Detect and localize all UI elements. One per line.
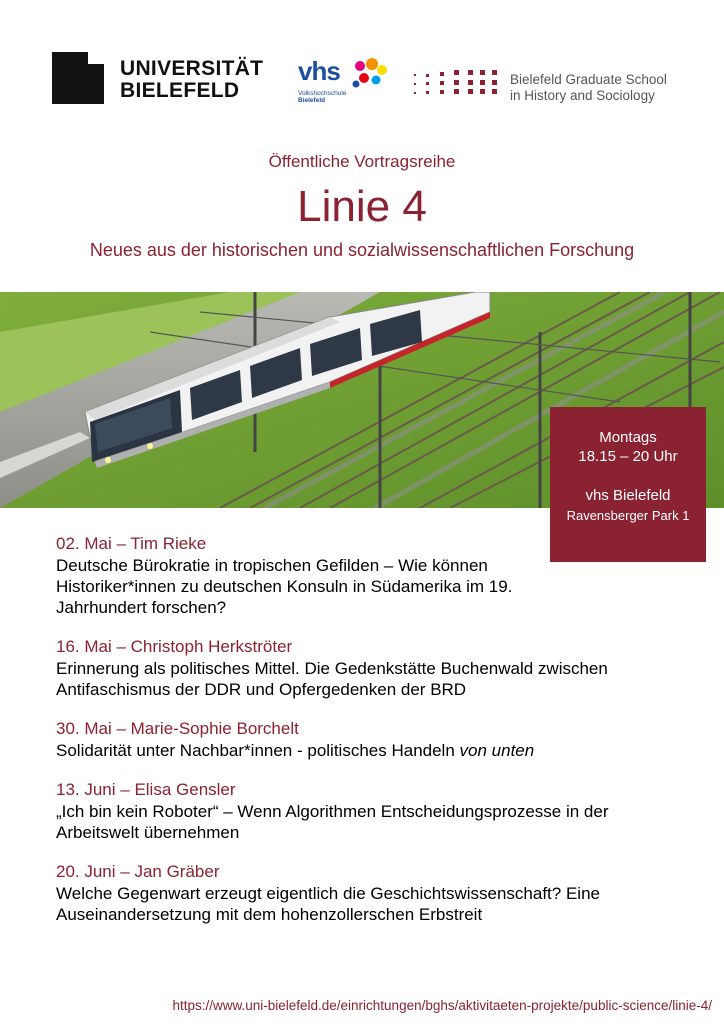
- info-venue: vhs Bielefeld: [585, 487, 671, 504]
- vhs-dots-icon: [350, 58, 390, 90]
- bghs-name-line2: in History and Sociology: [510, 88, 655, 103]
- event-date-speaker: 16. Mai – Christoph Herkströter: [56, 637, 293, 656]
- vhs-sub-line2: Bielefeld: [298, 97, 326, 104]
- info-address: Ravensberger Park 1: [566, 508, 690, 523]
- footer-link[interactable]: https://www.uni-bielefeld.de/einrichtungen/bghs/aktivitaeten-projekte/public-science/linie-4/: [172, 998, 712, 1013]
- university-name-line1: UNIVERSITÄT: [120, 57, 264, 80]
- event-item: [56, 533, 696, 618]
- series-subtitle: Öffentliche Vortragsreihe: [268, 152, 456, 171]
- bghs-logo-icon: [414, 68, 504, 98]
- vhs-logo-word: vhs: [298, 56, 340, 86]
- event-item: [56, 718, 696, 761]
- university-name-line2: BIELEFELD: [120, 79, 240, 102]
- vhs-sub-line1: Volkshochschule: [298, 90, 347, 97]
- info-time: 18.15 – 20 Uhr: [578, 448, 678, 465]
- university-logo-icon: [52, 52, 104, 104]
- event-list: [56, 533, 696, 943]
- vhs-logo: [298, 56, 398, 106]
- event-date-speaker: 13. Juni – Elisa Gensler: [56, 780, 236, 799]
- event-topic: „Ich bin kein Roboter“ – Wenn Algorithmen Entscheidungsprozesse in der Arbeitswelt übernehmen: [56, 802, 609, 842]
- series-title: Linie 4: [297, 182, 427, 231]
- event-topic: Welche Gegenwart erzeugt eigentlich die Geschichtswissenschaft? Eine Auseinandersetzung mit dem hohenzollerschen Erbstreit: [56, 884, 600, 924]
- event-topic: Deutsche Bürokratie in tropischen Gefilden – Wie können Historiker*innen zu deutschen Konsuln in Südamerika im 19. Jahrhundert forschen?: [56, 556, 513, 617]
- bghs-logo-text: [510, 72, 667, 104]
- vhs-logo-subtitle: [298, 90, 346, 104]
- event-item: [56, 779, 696, 843]
- event-item: [56, 861, 696, 925]
- info-day: Montags: [599, 429, 657, 446]
- event-date-speaker: 30. Mai – Marie-Sophie Borchelt: [56, 719, 299, 738]
- event-date-speaker: 02. Mai – Tim Rieke: [56, 534, 207, 553]
- university-logo-text: [120, 58, 263, 102]
- event-topic: Erinnerung als politisches Mittel. Die Gedenkstätte Buchenwald zwischen Antifaschismus der DDR und Opfergedenken der BRD: [56, 659, 608, 699]
- event-topic-emphasis: von unten: [459, 741, 535, 760]
- event-item: [56, 636, 696, 700]
- series-tagline: Neues aus der historischen und sozialwissenschaftlichen Forschung: [89, 240, 635, 260]
- logo-bar: [0, 50, 724, 110]
- event-topic-line: [56, 740, 696, 761]
- bghs-name-line1: Bielefeld Graduate School: [510, 72, 667, 87]
- event-date-speaker: 20. Juni – Jan Gräber: [56, 862, 220, 881]
- event-topic: Solidarität unter Nachbar*innen - politisches Handeln: [56, 741, 455, 760]
